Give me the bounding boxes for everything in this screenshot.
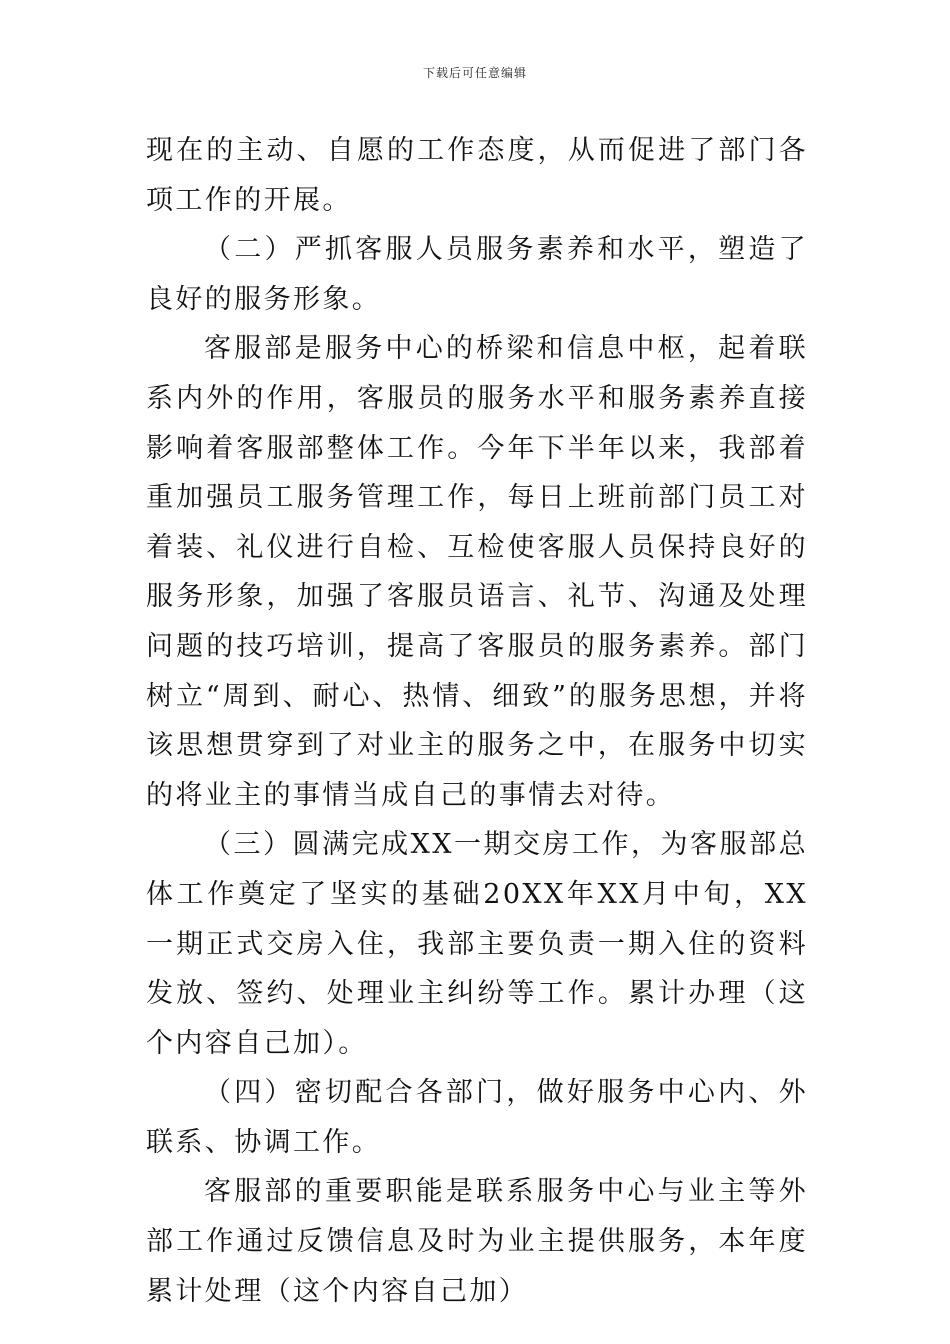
section-heading-2: （二）严抓客服人员服务素养和水平，塑造了良好的服务形象。 [146,234,808,315]
document-body [146,126,808,1316]
page-header: 下载后可任意编辑 [422,66,527,80]
paragraph-continuation: 现在的主动、自愿的工作态度，从而促进了部门各项工作的开展。 [146,135,808,216]
section-heading-3: （三）圆满完成XX一期交房工作，为客服部总体工作奠定了坚实的基础20XX年XX月中旬，XX一期正式交房入住，我部主要负责一期入住的资料发放、签约、处理业主纠纷等工作。累计办理（这个内容自己加）。 [146,829,808,1059]
section-heading-4: （四）密切配合各部门，做好服务中心内、外联系、协调工作。 [146,1077,808,1158]
paragraph-customer-service: 客服部是服务中心的桥梁和信息中枢，起着联系内外的作用，客服员的服务水平和服务素养直接影响着客服部整体工作。今年下半年以来，我部着重加强员工服务管理工作，每日上班前部门员工对着装、礼仪进行自检、互检使客服人员保持良好的服务形象，加强了客服员语言、礼节、沟通及处理问题的技巧培训，提高了客服员的服务素养。部门树立“周到、耐心、热情、细致”的服务思想，并将该思想贯穿到了对业主的服务之中，在服务中切实的将业主的事情当成自己的事情去对待。 [146,333,808,811]
paragraph-feedback: 客服部的重要职能是联系服务中心与业主等外部工作通过反馈信息及时为业主提供服务，本年度累计处理（这个内容自己加） [146,1176,808,1307]
